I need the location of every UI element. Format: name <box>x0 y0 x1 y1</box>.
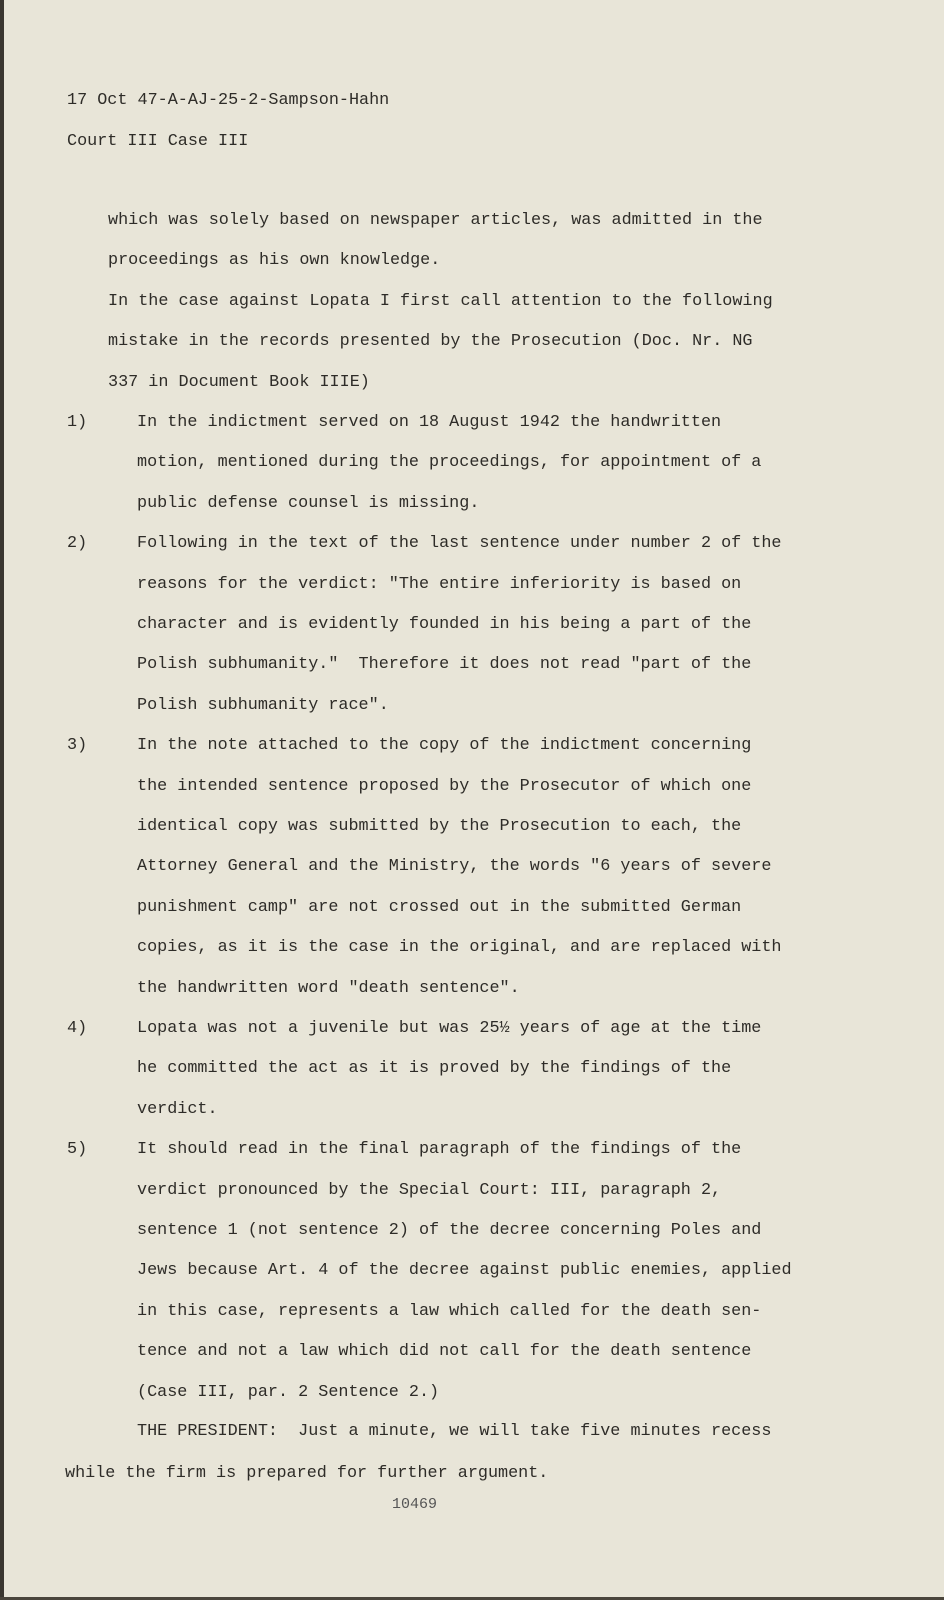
intro-line: 337 in Document Book IIIE) <box>108 373 370 392</box>
item-line: sentence 1 (not sentence 2) of the decree concerning Poles and <box>137 1221 762 1240</box>
item-line: In the note attached to the copy of the indictment concerning <box>137 736 752 755</box>
header-line-2: Court III Case III <box>67 132 249 151</box>
intro-line: proceedings as his own knowledge. <box>108 251 441 270</box>
header-line-1: 17 Oct 47-A-AJ-25-2-Sampson-Hahn <box>67 91 390 110</box>
item-line: tence and not a law which did not call for the death sentence <box>137 1342 752 1361</box>
item-number: 5) <box>67 1140 88 1159</box>
item-line: identical copy was submitted by the Prosecution to each, the <box>137 817 742 836</box>
item-line: punishment camp" are not crossed out in the submitted German <box>137 898 742 917</box>
item-line: Attorney General and the Ministry, the words "6 years of severe <box>137 857 772 876</box>
item-number: 4) <box>67 1019 88 1038</box>
item-line: verdict pronounced by the Special Court: III, paragraph 2, <box>137 1181 722 1200</box>
item-line: in this case, represents a law which called for the death sen- <box>137 1302 762 1321</box>
intro-line: which was solely based on newspaper articles, was admitted in the <box>108 211 763 230</box>
item-number: 3) <box>67 736 88 755</box>
intro-line: In the case against Lopata I first call attention to the following <box>108 292 773 311</box>
item-line: It should read in the final paragraph of the findings of the <box>137 1140 742 1159</box>
item-line: the handwritten word "death sentence". <box>137 979 520 998</box>
closing-line-1: THE PRESIDENT: Just a minute, we will take five minutes recess <box>137 1422 772 1441</box>
item-line: Polish subhumanity." Therefore it does not read "part of the <box>137 655 752 674</box>
item-line: verdict. <box>137 1100 218 1119</box>
page-number: 10469 <box>392 1496 438 1513</box>
item-line: Jews because Art. 4 of the decree against public enemies, applied <box>137 1261 792 1280</box>
item-line: In the indictment served on 18 August 1942 the handwritten <box>137 413 722 432</box>
item-line: reasons for the verdict: "The entire inferiority is based on <box>137 575 742 594</box>
item-line: he committed the act as it is proved by the findings of the <box>137 1059 732 1078</box>
item-line: the intended sentence proposed by the Prosecutor of which one <box>137 777 752 796</box>
item-line: motion, mentioned during the proceedings, for appointment of a <box>137 453 762 472</box>
item-number: 1) <box>67 413 88 432</box>
item-line: (Case III, par. 2 Sentence 2.) <box>137 1383 440 1402</box>
paper-left-edge <box>0 0 4 1600</box>
item-line: copies, as it is the case in the original, and are replaced with <box>137 938 782 957</box>
closing-line-2: while the firm is prepared for further argument. <box>65 1464 549 1483</box>
item-line: public defense counsel is missing. <box>137 494 480 513</box>
intro-line: mistake in the records presented by the Prosecution (Doc. Nr. NG <box>108 332 753 351</box>
item-line: character and is evidently founded in his being a part of the <box>137 615 752 634</box>
item-line: Polish subhumanity race". <box>137 696 389 715</box>
item-line: Following in the text of the last sentence under number 2 of the <box>137 534 782 553</box>
item-number: 2) <box>67 534 88 553</box>
item-line: Lopata was not a juvenile but was 25½ years of age at the time <box>137 1019 762 1038</box>
